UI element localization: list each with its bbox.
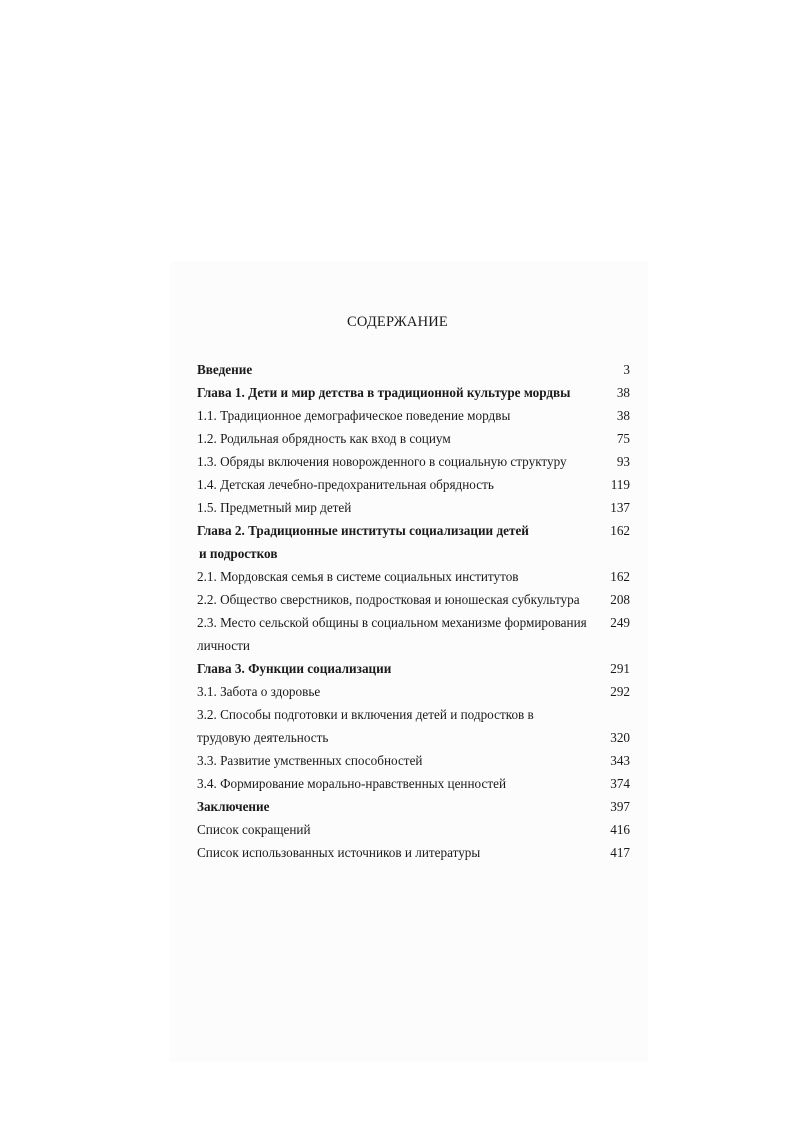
toc-entry-label: трудовую деятельность <box>197 730 329 745</box>
page-title: СОДЕРЖАНИЕ <box>347 314 448 330</box>
toc-entry-label: Глава 2. Традиционные институты социализации детей <box>197 523 529 538</box>
toc-entry-label: 1.4. Детская лечебно-предохранительная обрядность <box>197 477 494 492</box>
table-of-contents <box>197 358 630 864</box>
toc-entry <box>197 565 630 588</box>
toc-entry-label: Глава 3. Функции социализации <box>197 661 392 676</box>
toc-entry <box>197 611 630 634</box>
toc-entry <box>197 542 630 565</box>
toc-entry-label: Глава 1. Дети и мир детства в традиционной культуре мордвы <box>197 385 571 400</box>
toc-entry-label: 1.5. Предметный мир детей <box>197 500 352 515</box>
toc-entry-label: личности <box>197 638 250 653</box>
toc-entry-label: 2.2. Общество сверстников, подростковая и юношеская субкультура <box>197 592 580 607</box>
toc-entry <box>197 726 630 749</box>
toc-entry <box>197 795 630 818</box>
toc-entry <box>197 703 630 726</box>
toc-entry-page-number: 119 <box>610 477 630 492</box>
toc-entry <box>197 473 630 496</box>
toc-entry <box>197 818 630 841</box>
toc-entry <box>197 841 630 864</box>
toc-entry-page-number: 374 <box>610 776 630 791</box>
toc-entry <box>197 588 630 611</box>
toc-entry-page-number: 162 <box>610 569 630 584</box>
toc-entry-page-number: 249 <box>610 615 630 630</box>
toc-entry-page-number: 75 <box>616 431 630 446</box>
toc-entry-label: Введение <box>197 362 253 377</box>
toc-entry <box>197 496 630 519</box>
toc-entry-page-number: 93 <box>616 454 630 469</box>
toc-entry-page-number: 38 <box>616 408 630 423</box>
toc-entry-label: Список использованных источников и литературы <box>197 845 481 860</box>
toc-entry <box>197 749 630 772</box>
toc-entry-page-number: 417 <box>610 845 630 860</box>
toc-entry-page-number: 291 <box>610 661 630 676</box>
toc-entry-label: 1.1. Традиционное демографическое поведение мордвы <box>197 408 511 423</box>
toc-entry-page-number: 38 <box>616 385 630 400</box>
toc-entry-page-number: 397 <box>610 799 630 814</box>
toc-entry <box>197 772 630 795</box>
toc-entry <box>197 404 630 427</box>
toc-entry-label: Заключение <box>197 799 270 814</box>
toc-entry-label: и подростков <box>199 546 278 561</box>
toc-entry-label: 2.3. Место сельской общины в социальном механизме формирования <box>197 615 587 630</box>
toc-entry-page-number: 343 <box>610 753 630 768</box>
toc-entry-label: 1.3. Обряды включения новорожденного в социальную структуру <box>197 454 567 469</box>
toc-entry-label: 3.4. Формирование морально-нравственных ценностей <box>197 776 506 791</box>
toc-entry-label: Список сокращений <box>197 822 311 837</box>
toc-entry-label: 3.2. Способы подготовки и включения детей и подростков в <box>197 707 534 722</box>
toc-entry <box>197 381 630 404</box>
toc-entry <box>197 657 630 680</box>
toc-entry <box>197 634 630 657</box>
toc-entry <box>197 358 630 381</box>
toc-entry-page-number: 3 <box>623 362 630 377</box>
toc-entry-page-number: 320 <box>610 730 630 745</box>
toc-entry <box>197 680 630 703</box>
toc-entry-page-number: 137 <box>610 500 630 515</box>
toc-entry-page-number: 162 <box>610 523 630 538</box>
toc-entry-page-number: 292 <box>610 684 630 699</box>
toc-entry <box>197 427 630 450</box>
toc-entry-label: 3.1. Забота о здоровье <box>197 684 321 699</box>
toc-entry <box>197 450 630 473</box>
toc-entry <box>197 519 630 542</box>
toc-entry-label: 1.2. Родильная обрядность как вход в социум <box>197 431 451 446</box>
toc-entry-label: 3.3. Развитие умственных способностей <box>197 753 423 768</box>
toc-entry-label: 2.1. Мордовская семья в системе социальных институтов <box>197 569 519 584</box>
toc-entry-page-number: 208 <box>610 592 630 607</box>
toc-entry-page-number: 416 <box>610 822 630 837</box>
